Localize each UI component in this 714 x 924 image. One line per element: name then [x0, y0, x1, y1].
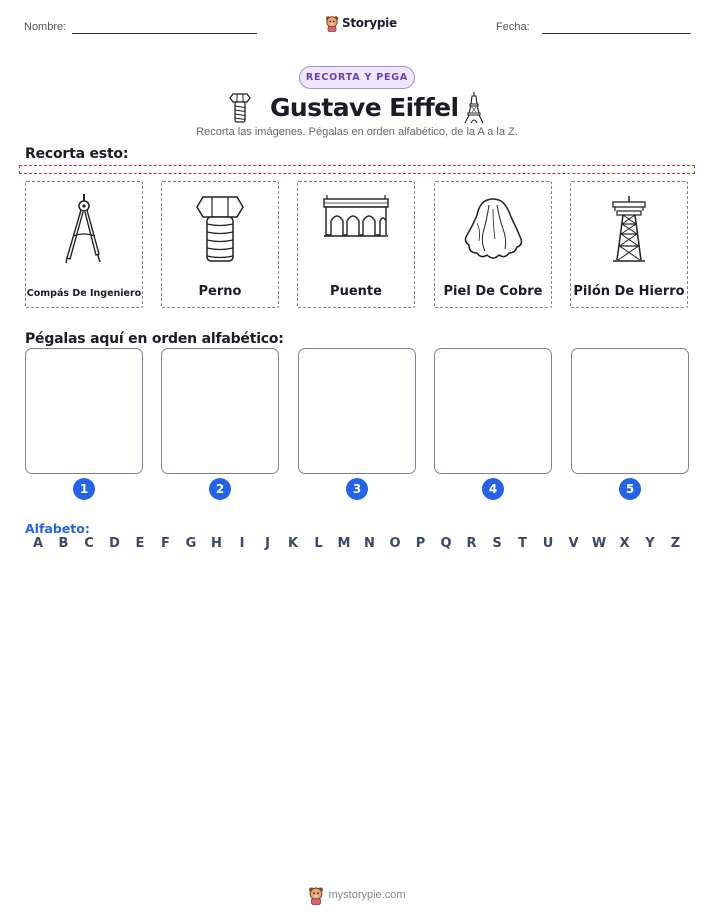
alphabet-letter: R	[466, 536, 477, 551]
number-badge: 1	[73, 478, 95, 500]
alphabet-letter: L	[314, 536, 323, 551]
date-label: Fecha:	[496, 21, 530, 33]
title-row	[0, 90, 714, 126]
alphabet-letter: Z	[670, 536, 681, 551]
cut-card[interactable]	[161, 181, 279, 308]
number-badge: 2	[209, 478, 231, 500]
paste-box-5[interactable]	[571, 348, 689, 474]
cut-card[interactable]	[570, 181, 688, 308]
card-label: Perno	[198, 284, 242, 299]
card-label: Compás De Ingeniero	[26, 288, 142, 299]
alphabet-letter: N	[364, 536, 375, 551]
footer	[0, 884, 714, 906]
name-line[interactable]	[72, 33, 257, 34]
alphabet-letter: A	[32, 536, 44, 551]
brand-logo	[325, 13, 397, 33]
bridge-icon	[323, 193, 389, 239]
copper-sheet-icon	[461, 195, 525, 263]
paste-box-1[interactable]	[25, 348, 143, 474]
card-label: Piel De Cobre	[443, 284, 543, 299]
paste-box-2[interactable]	[161, 348, 279, 474]
alphabet-letter: P	[415, 536, 426, 551]
alphabet-letter: C	[84, 536, 94, 551]
bolt-icon	[195, 193, 245, 265]
storypie-mascot-icon	[308, 886, 324, 905]
alphabet-letter: V	[568, 536, 579, 551]
paste-box-4[interactable]	[434, 348, 552, 474]
brand-name: Storypie	[342, 16, 397, 30]
instructions: Recorta las imágenes. Pégalas en orden alfabético, de la A a la Z.	[196, 126, 518, 138]
number-badge: 4	[482, 478, 504, 500]
cut-line	[19, 165, 695, 174]
alphabet-letter: Y	[645, 536, 655, 551]
cut-card[interactable]	[434, 181, 552, 308]
cut-heading: Recorta esto:	[25, 146, 129, 162]
number-badge: 3	[346, 478, 368, 500]
number-badge: 5	[619, 478, 641, 500]
alphabet-letter: M	[337, 536, 351, 551]
storypie-mascot-icon	[325, 15, 339, 32]
alphabet-letter: H	[211, 536, 222, 551]
footer-site[interactable]: mystorypie.com	[328, 889, 406, 901]
alphabet-letter: Q	[440, 536, 452, 551]
compass-icon	[59, 192, 109, 266]
alphabet-letter: E	[135, 536, 145, 551]
alphabet-letter: F	[161, 536, 170, 551]
alphabet-label: Alfabeto:	[25, 521, 90, 536]
paste-box-3[interactable]	[298, 348, 416, 474]
alphabet-letter: K	[287, 536, 299, 551]
alphabet-row	[25, 536, 690, 554]
alphabet-letter: D	[109, 536, 120, 551]
alphabet-letter: U	[542, 536, 554, 551]
cut-card[interactable]	[25, 181, 143, 308]
alphabet-letter: O	[389, 536, 401, 551]
bolt-title-icon	[229, 92, 251, 124]
card-label: Pilón De Hierro	[573, 284, 685, 299]
activity-badge: RECORTA Y PEGA	[299, 66, 415, 89]
card-label: Puente	[330, 284, 382, 299]
alphabet-letter: J	[265, 536, 270, 551]
paste-heading: Pégalas aquí en orden alfabético:	[25, 331, 284, 347]
cut-card[interactable]	[297, 181, 415, 308]
alphabet-letter: B	[58, 536, 69, 551]
alphabet-letter: W	[591, 536, 607, 551]
alphabet-letter: S	[492, 536, 502, 551]
alphabet-letter: G	[185, 536, 197, 551]
eiffel-tower-icon	[463, 92, 485, 124]
name-label: Nombre:	[24, 21, 67, 33]
iron-pylon-icon	[609, 194, 649, 264]
alphabet-letter: I	[239, 536, 245, 551]
alphabet-letter: X	[619, 536, 630, 551]
alphabet-letter: T	[518, 536, 527, 551]
date-line[interactable]	[542, 33, 691, 34]
page-title: Gustave Eiffel	[270, 93, 459, 122]
